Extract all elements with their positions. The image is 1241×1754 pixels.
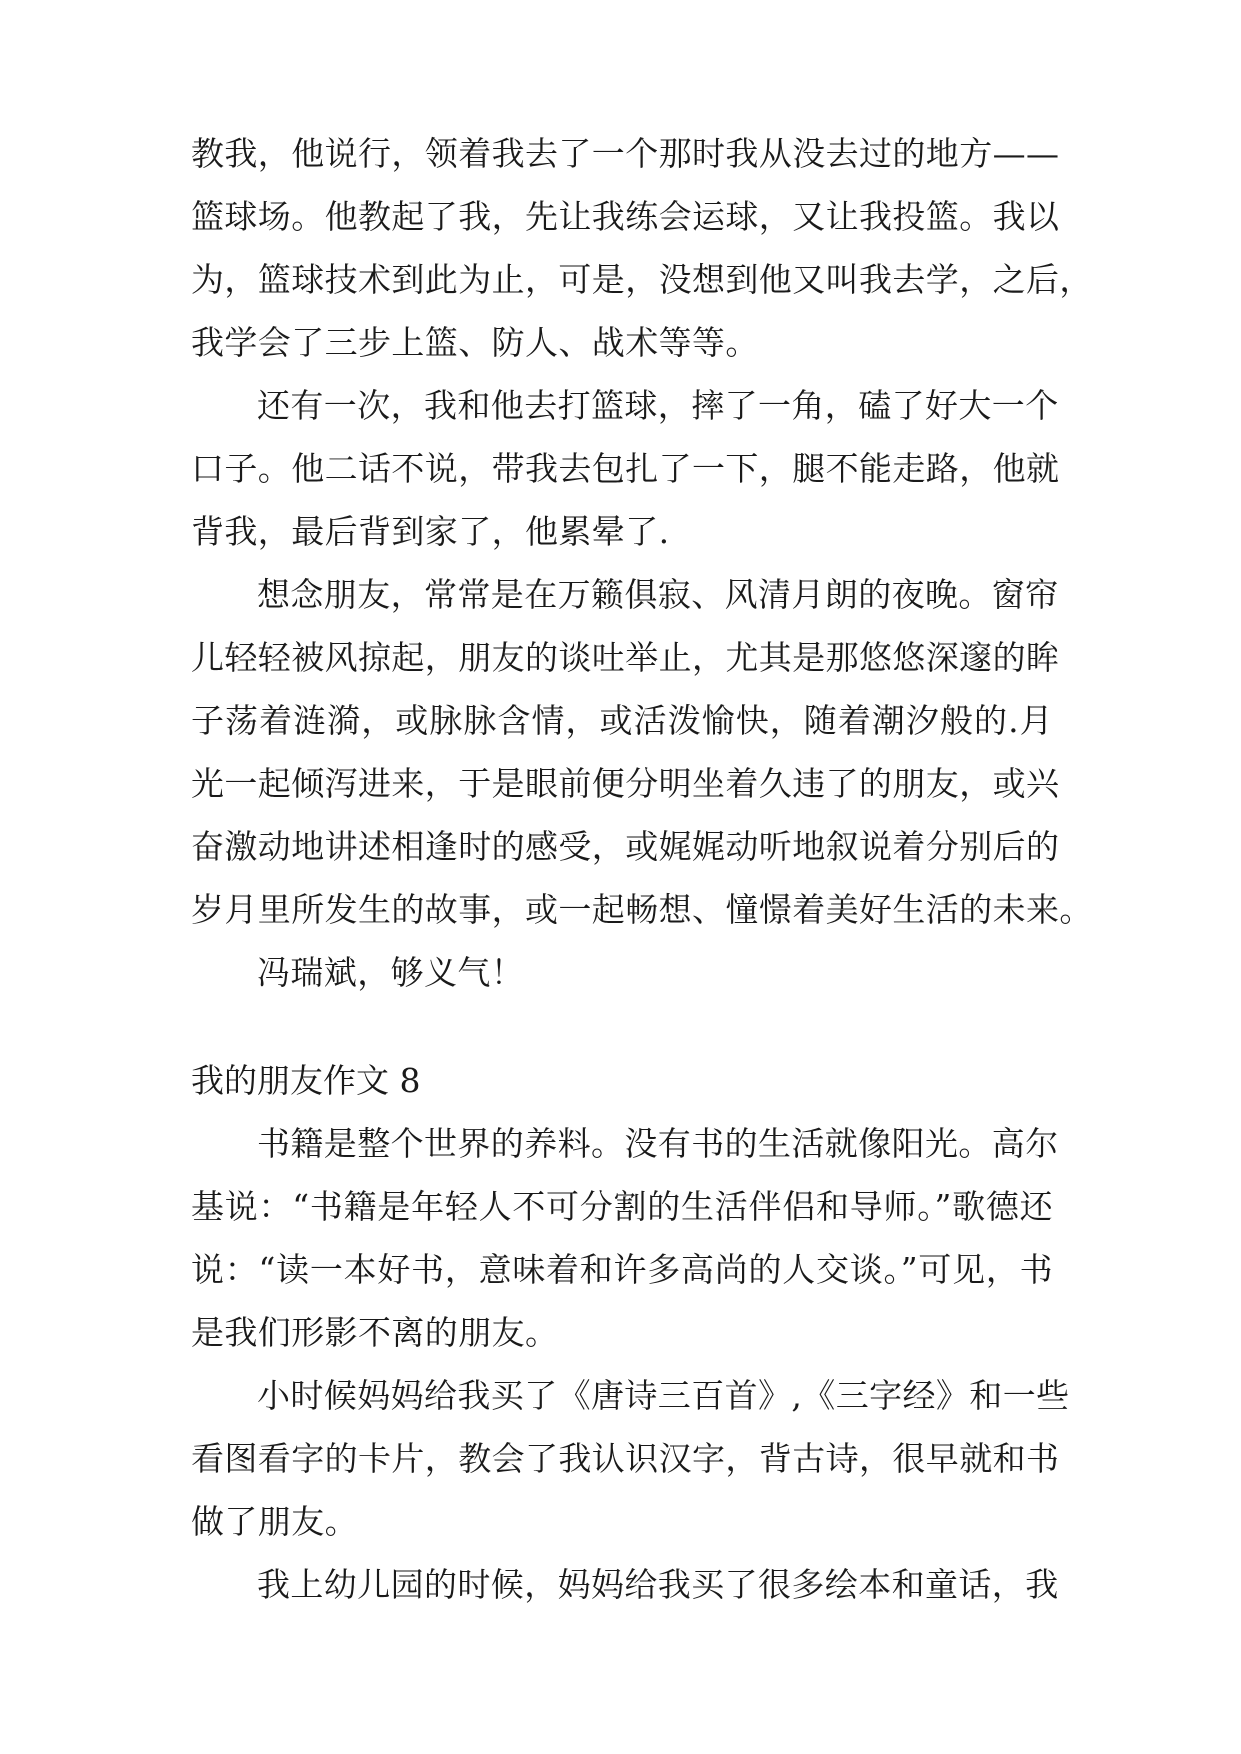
paragraph-line: 光一起倾泻进来，于是眼前便分明坐着久违了的朋友，或兴 <box>191 764 1060 803</box>
paragraph-line: 奋激动地讲述相逢时的感受，或娓娓动听地叙说着分别后的 <box>191 827 1060 866</box>
paragraph-line: 基说：“书籍是年轻人不可分割的生活伴侣和导师。”歌德还 <box>191 1187 1053 1226</box>
paragraph-line: 还有一次，我和他去打篮球，摔了一角，磕了好大一个 <box>257 386 1059 425</box>
paragraph-line: 岁月里所发生的故事，或一起畅想、憧憬着美好生活的未来。 <box>191 890 1093 929</box>
paragraph-line: 书籍是整个世界的养料。没有书的生活就像阳光。高尔 <box>257 1124 1059 1163</box>
paragraph-line: 冯瑞斌，够义气！ <box>257 953 525 992</box>
section-heading: 我的朋友作文 8 <box>191 1061 421 1100</box>
paragraph-line: 想念朋友，常常是在万籁俱寂、风清月朗的夜晚。窗帘 <box>257 575 1059 614</box>
paragraph-line: 子荡着涟漪，或脉脉含情，或活泼愉快，随着潮汐般的.月 <box>191 701 1053 740</box>
paragraph-line: 背我，最后背到家了，他累晕了. <box>191 512 670 551</box>
paragraph-line: 口子。他二话不说，带我去包扎了一下，腿不能走路，他就 <box>191 449 1060 488</box>
paragraph-line: 做了朋友。 <box>191 1502 358 1541</box>
paragraph-line: 小时候妈妈给我买了《唐诗三百首》,《三字经》和一些 <box>257 1376 1070 1415</box>
paragraph-line: 篮球场。他教起了我，先让我练会运球，又让我投篮。我以 <box>191 197 1060 236</box>
paragraph-line: 看图看字的卡片，教会了我认识汉字，背古诗，很早就和书 <box>191 1439 1060 1478</box>
paragraph-line: 教我，他说行，领着我去了一个那时我从没去过的地方—— <box>191 134 1060 173</box>
paragraph-line: 我上幼儿园的时候，妈妈给我买了很多绘本和童话，我 <box>257 1565 1059 1604</box>
paragraph-line: 说：“读一本好书，意味着和许多高尚的人交谈。”可见，书 <box>191 1250 1053 1289</box>
paragraph-line: 是我们形影不离的朋友。 <box>191 1313 559 1352</box>
paragraph-line: 为，篮球技术到此为止，可是，没想到他又叫我去学，之后， <box>191 260 1093 299</box>
paragraph-line: 我学会了三步上篮、防人、战术等等。 <box>191 323 759 362</box>
paragraph-line: 儿轻轻被风掠起，朋友的谈吐举止，尤其是那悠悠深邃的眸 <box>191 638 1060 677</box>
